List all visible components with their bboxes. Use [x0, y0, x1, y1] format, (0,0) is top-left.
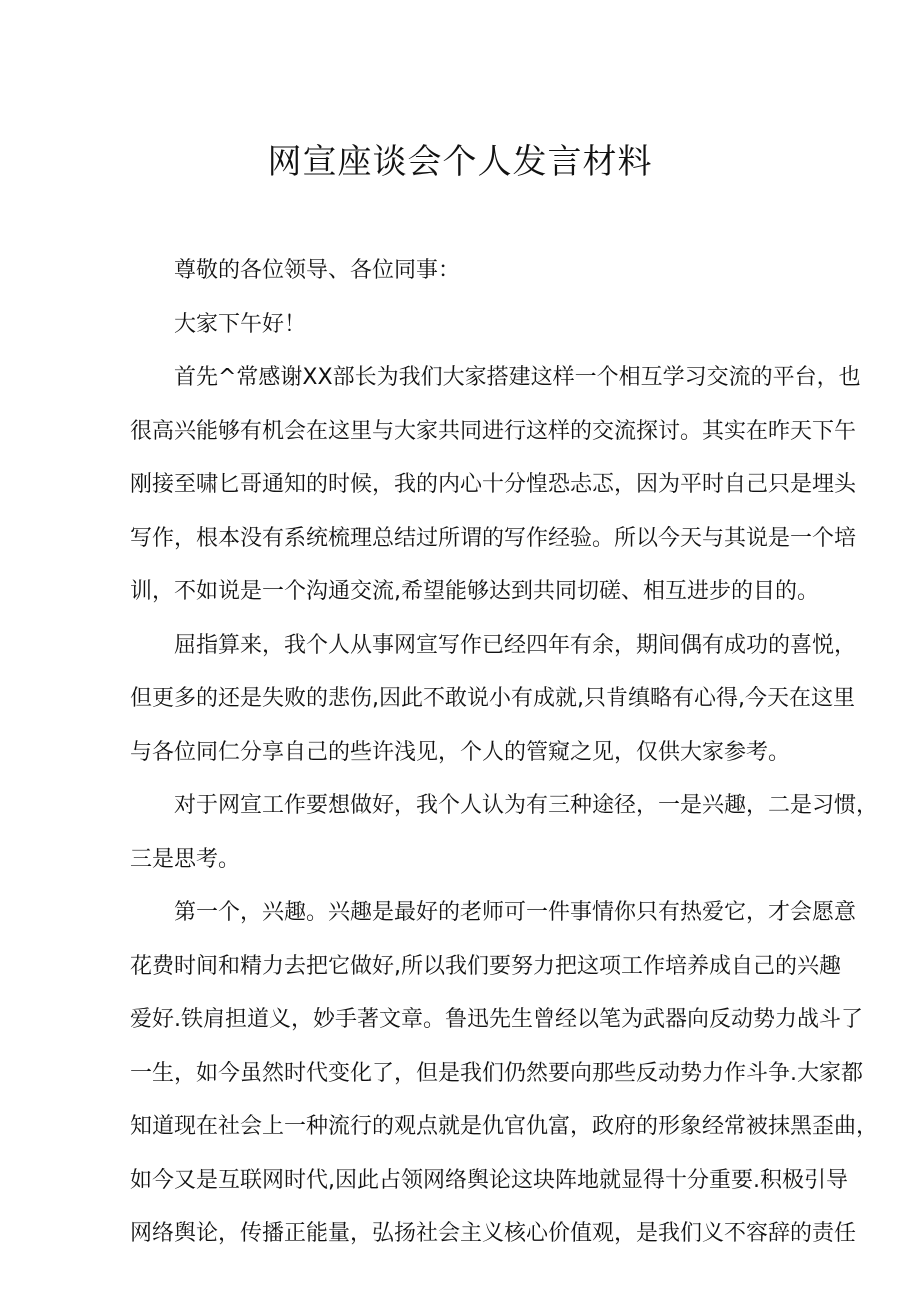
paragraph-4: [130, 886, 879, 1261]
paragraph-line: 爱好.铁肩担道义，妙手著文章。鲁迅先生曾经以笔为武器向反动势力战斗了: [130, 1007, 863, 1032]
paragraph-line: 知道现在社会上一种流行的观点就是仇官仇富，政府的形象经常被抹黑歪曲，: [130, 1114, 879, 1139]
paragraph-line: 花费时间和精力去把它做好,所以我们要努力把这项工作培养成自己的兴趣: [130, 953, 841, 979]
paragraph-line: 刚接至啸匕哥通知的时候，我的内心十分惶恐忐忑，因为平时自己只是埋头: [130, 472, 857, 497]
paragraph-line: 首先^常感谢XX部长为我们大家搭建这样一个相互学习交流的平台，也: [174, 365, 861, 390]
paragraph-line: 训，不如说是一个沟通交流,希望能够达到共同切磋、相互进步的目的。: [130, 579, 819, 604]
paragraph-line: 三是思考。: [130, 846, 241, 872]
paragraph-line: 网络舆论，传播正能量，弘扬社会主义核心价值观，是我们义不容辞的责任: [130, 1221, 857, 1246]
paragraph-line: 写作，根本没有系统梳理总结过所谓的写作经验。所以今天与其说是一个培: [130, 525, 857, 551]
paragraph-3: [130, 779, 879, 886]
paragraph-line: 屈指算来，我个人从事网宣写作已经四年有余，期间偶有成功的喜悦，: [174, 632, 857, 658]
salutation-line: 尊敬的各位领导、各位同事：: [174, 258, 461, 283]
paragraph-1: [130, 351, 861, 619]
paragraph-line: 但更多的还是失败的悲伤,因此不敢说小有成就,只肯缜略有心得,今天在这里: [130, 686, 855, 711]
document-title: 网宣座谈会个人发言材料: [267, 142, 653, 182]
paragraph-2: [130, 619, 857, 780]
paragraph-line: 如今又是互联网时代,因此占领网络舆论这块阵地就显得十分重要.积极引导: [130, 1167, 848, 1193]
paragraph-line: 与各位同仁分享自己的些许浅见，个人的管窥之见，仅供大家参考。: [130, 739, 791, 765]
paragraph-line: 一生，如今虽然时代变化了，但是我们仍然要向那些反动势力作斗争.大家都: [130, 1060, 863, 1086]
document-body: [130, 244, 879, 1261]
paragraph-line: 很高兴能够有机会在这里与大家共同进行这样的交流探讨。其实在昨天下午: [130, 418, 857, 444]
greeting-line: 大家下午好！: [174, 311, 307, 337]
paragraph-line: 对于网宣工作要想做好，我个人认为有三种途径，一是兴趣，二是习惯，: [174, 793, 879, 818]
paragraph-line: 第一个，兴趣。兴趣是最好的老师可一件事情你只有热爱它，才会愿意: [174, 900, 857, 925]
